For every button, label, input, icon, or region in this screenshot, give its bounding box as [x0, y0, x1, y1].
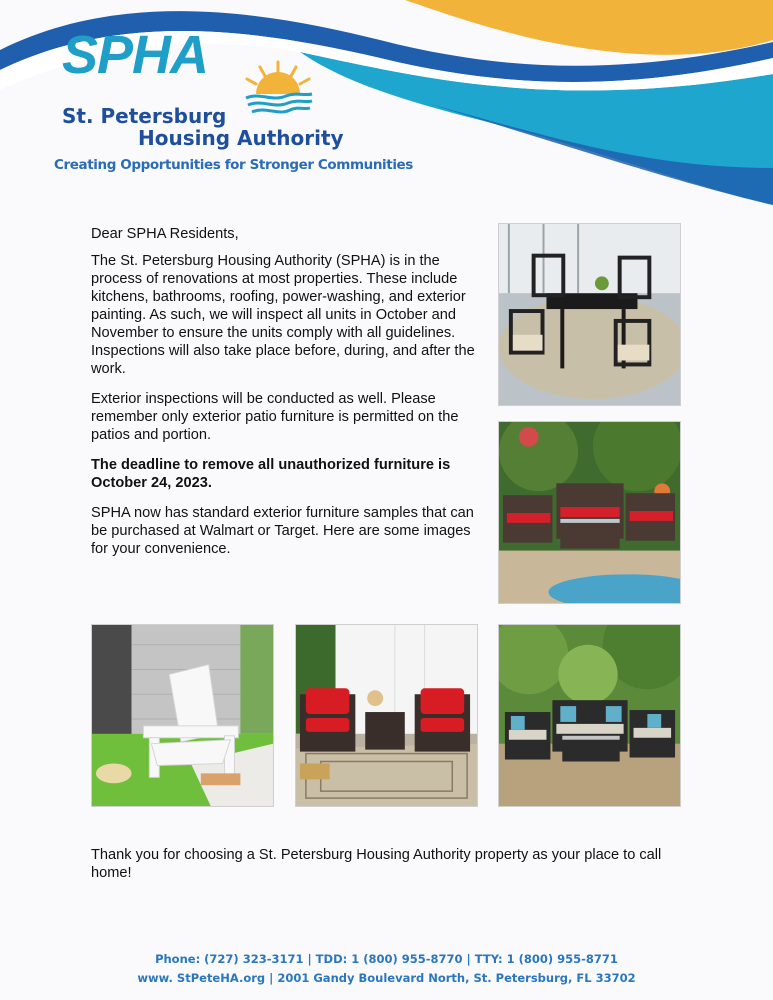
logo-wordmark: SPHA — [62, 25, 209, 85]
photo-red-cushion-wicker-chairs — [295, 624, 478, 807]
letter-body — [91, 225, 487, 570]
sun-icon — [238, 58, 318, 118]
org-name-line2: Housing Authority — [138, 126, 344, 150]
greeting: Dear SPHA Residents, — [91, 226, 239, 242]
paragraph-renovations: The St. Petersburg Housing Authority (SPHA) is in the process of renovations at most properties. These include kitchens, bathrooms, roofing, power-washing, and exterior painting. As such, we will inspect all units in October and November to ensure the units comply with all guidelines. Inspections will also take place before, during, and after the work. — [91, 253, 475, 377]
paragraph-samples: SPHA now has standard exterior furniture samples that can be purchased at Walmart or Target. Here are some images for your convenience. — [91, 505, 474, 557]
footer-address: www. StPeteHA.org | 2001 Gandy Boulevard North, St. Petersburg, FL 33702 — [137, 971, 636, 985]
photo-white-adirondack-chair — [91, 624, 274, 807]
tagline: Creating Opportunities for Stronger Communities — [54, 157, 413, 173]
closing-text: Thank you for choosing a St. Petersburg Housing Authority property as your place to call home! — [91, 847, 662, 881]
photo-wicker-sofa-set-garden — [498, 624, 681, 807]
deadline-notice: The deadline to remove all unauthorized furniture is October 24, 2023. — [91, 457, 451, 491]
org-name-line1: St. Petersburg — [62, 104, 227, 128]
paragraph-exterior: Exterior inspections will be conducted as well. Please remember only exterior patio furniture is permitted on the patios and portion. — [91, 391, 459, 443]
footer-contact: Phone: (727) 323-3171 | TDD: 1 (800) 955-8770 | TTY: 1 (800) 955-8771 — [155, 952, 618, 966]
photo-wicker-patio-set-by-pool — [498, 421, 681, 604]
photo-metal-patio-dining-set — [498, 223, 681, 406]
